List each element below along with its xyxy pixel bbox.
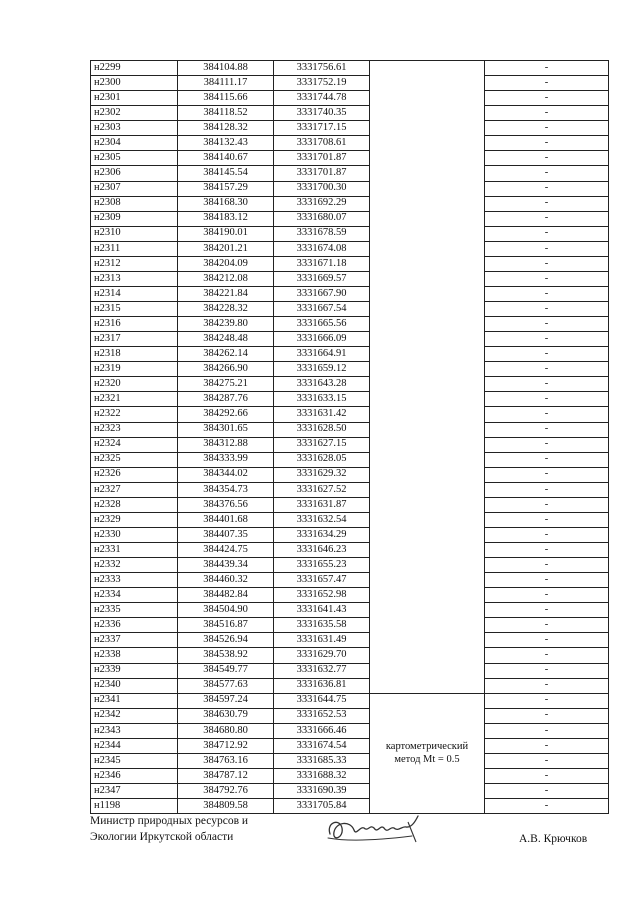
point-id-cell: н2300 [91, 76, 178, 91]
y-coordinate-cell: 3331657.47 [274, 573, 370, 588]
y-coordinate-cell: 3331659.12 [274, 362, 370, 377]
y-coordinate-cell: 3331641.43 [274, 603, 370, 618]
y-coordinate-cell: 3331627.15 [274, 437, 370, 452]
x-coordinate-cell: 384221.84 [178, 286, 274, 301]
y-coordinate-cell: 3331692.29 [274, 196, 370, 211]
note-cell: - [485, 181, 609, 196]
x-coordinate-cell: 384266.90 [178, 362, 274, 377]
note-cell: - [485, 784, 609, 799]
table-row [91, 362, 609, 377]
note-cell: - [485, 663, 609, 678]
note-cell: - [485, 347, 609, 362]
note-cell: - [485, 91, 609, 106]
table-row [91, 693, 609, 708]
note-cell: - [485, 166, 609, 181]
y-coordinate-cell: 3331674.08 [274, 241, 370, 256]
note-cell: - [485, 317, 609, 332]
y-coordinate-cell: 3331680.07 [274, 211, 370, 226]
table-row [91, 347, 609, 362]
y-coordinate-cell: 3331701.87 [274, 166, 370, 181]
table-row [91, 452, 609, 467]
table-row [91, 497, 609, 512]
table-row [91, 437, 609, 452]
table-row [91, 136, 609, 151]
point-id-cell: н2342 [91, 708, 178, 723]
x-coordinate-cell: 384212.08 [178, 271, 274, 286]
note-cell: - [485, 226, 609, 241]
point-id-cell: н2325 [91, 452, 178, 467]
y-coordinate-cell: 3331634.29 [274, 527, 370, 542]
y-coordinate-cell: 3331667.54 [274, 302, 370, 317]
note-cell: - [485, 618, 609, 633]
x-coordinate-cell: 384482.84 [178, 588, 274, 603]
table-row [91, 392, 609, 407]
y-coordinate-cell: 3331631.87 [274, 497, 370, 512]
y-coordinate-cell: 3331678.59 [274, 226, 370, 241]
point-id-cell: н2303 [91, 121, 178, 136]
y-coordinate-cell: 3331669.57 [274, 271, 370, 286]
x-coordinate-cell: 384301.65 [178, 422, 274, 437]
x-coordinate-cell: 384140.67 [178, 151, 274, 166]
note-cell: - [485, 392, 609, 407]
y-coordinate-cell: 3331652.53 [274, 708, 370, 723]
note-cell: - [485, 482, 609, 497]
y-coordinate-cell: 3331671.18 [274, 256, 370, 271]
x-coordinate-cell: 384787.12 [178, 768, 274, 783]
note-cell: - [485, 633, 609, 648]
note-cell: - [485, 799, 609, 814]
table-row [91, 211, 609, 226]
note-cell: - [485, 452, 609, 467]
point-id-cell: н2339 [91, 663, 178, 678]
table-row [91, 106, 609, 121]
note-cell: - [485, 467, 609, 482]
x-coordinate-cell: 384145.54 [178, 166, 274, 181]
y-coordinate-cell: 3331701.87 [274, 151, 370, 166]
note-cell: - [485, 723, 609, 738]
table-row [91, 784, 609, 799]
note-cell: - [485, 437, 609, 452]
point-id-cell: н2305 [91, 151, 178, 166]
point-id-cell: н2321 [91, 392, 178, 407]
x-coordinate-cell: 384424.75 [178, 543, 274, 558]
point-id-cell: н2306 [91, 166, 178, 181]
point-id-cell: н2334 [91, 588, 178, 603]
x-coordinate-cell: 384630.79 [178, 708, 274, 723]
x-coordinate-cell: 384132.43 [178, 136, 274, 151]
table-row [91, 753, 609, 768]
point-id-cell: н2338 [91, 648, 178, 663]
x-coordinate-cell: 384538.92 [178, 648, 274, 663]
point-id-cell: н1198 [91, 799, 178, 814]
point-id-cell: н2340 [91, 678, 178, 693]
x-coordinate-cell: 384275.21 [178, 377, 274, 392]
point-id-cell: н2341 [91, 693, 178, 708]
y-coordinate-cell: 3331628.05 [274, 452, 370, 467]
x-coordinate-cell: 384183.12 [178, 211, 274, 226]
note-cell: - [485, 362, 609, 377]
y-coordinate-cell: 3331667.90 [274, 286, 370, 301]
table-row [91, 407, 609, 422]
note-cell: - [485, 106, 609, 121]
method-cell-empty [370, 61, 485, 694]
table-row [91, 603, 609, 618]
point-id-cell: н2347 [91, 784, 178, 799]
y-coordinate-cell: 3331632.54 [274, 512, 370, 527]
x-coordinate-cell: 384792.76 [178, 784, 274, 799]
table-row [91, 768, 609, 783]
table-row [91, 663, 609, 678]
point-id-cell: н2310 [91, 226, 178, 241]
y-coordinate-cell: 3331631.42 [274, 407, 370, 422]
table-row [91, 648, 609, 663]
x-coordinate-cell: 384549.77 [178, 663, 274, 678]
point-id-cell: н2299 [91, 61, 178, 76]
point-id-cell: н2319 [91, 362, 178, 377]
table-row [91, 588, 609, 603]
note-cell: - [485, 271, 609, 286]
x-coordinate-cell: 384680.80 [178, 723, 274, 738]
method-accuracy: метод Mt = 0.5 [394, 754, 460, 766]
note-cell: - [485, 407, 609, 422]
point-id-cell: н2328 [91, 497, 178, 512]
x-coordinate-cell: 384577.63 [178, 678, 274, 693]
y-coordinate-cell: 3331635.58 [274, 618, 370, 633]
y-coordinate-cell: 3331685.33 [274, 753, 370, 768]
note-cell: - [485, 558, 609, 573]
y-coordinate-cell: 3331740.35 [274, 106, 370, 121]
point-id-cell: н2337 [91, 633, 178, 648]
note-cell: - [485, 256, 609, 271]
point-id-cell: н2335 [91, 603, 178, 618]
y-coordinate-cell: 3331646.23 [274, 543, 370, 558]
x-coordinate-cell: 384504.90 [178, 603, 274, 618]
x-coordinate-cell: 384118.52 [178, 106, 274, 121]
table-row [91, 633, 609, 648]
note-cell: - [485, 76, 609, 91]
y-coordinate-cell: 3331708.61 [274, 136, 370, 151]
y-coordinate-cell: 3331643.28 [274, 377, 370, 392]
point-id-cell: н2333 [91, 573, 178, 588]
table-row [91, 422, 609, 437]
y-coordinate-cell: 3331629.70 [274, 648, 370, 663]
note-cell: - [485, 768, 609, 783]
table-row [91, 482, 609, 497]
table-row [91, 467, 609, 482]
signatory-position-line2: Экологии Иркутской области [90, 830, 234, 843]
table-row [91, 678, 609, 693]
table-row [91, 543, 609, 558]
y-coordinate-cell: 3331752.19 [274, 76, 370, 91]
point-id-cell: н2332 [91, 558, 178, 573]
handwritten-signature [320, 812, 430, 857]
y-coordinate-cell: 3331700.30 [274, 181, 370, 196]
x-coordinate-cell: 384287.76 [178, 392, 274, 407]
x-coordinate-cell: 384128.32 [178, 121, 274, 136]
y-coordinate-cell: 3331666.46 [274, 723, 370, 738]
table-row [91, 512, 609, 527]
y-coordinate-cell: 3331674.54 [274, 738, 370, 753]
x-coordinate-cell: 384168.30 [178, 196, 274, 211]
point-id-cell: н2313 [91, 271, 178, 286]
x-coordinate-cell: 384763.16 [178, 753, 274, 768]
y-coordinate-cell: 3331628.50 [274, 422, 370, 437]
method-name: картометрический [385, 741, 469, 753]
point-id-cell: н2301 [91, 91, 178, 106]
table-row [91, 61, 609, 76]
table-row [91, 121, 609, 136]
note-cell: - [485, 497, 609, 512]
table-row [91, 166, 609, 181]
note-cell: - [485, 753, 609, 768]
point-id-cell: н2308 [91, 196, 178, 211]
table-row [91, 738, 609, 753]
x-coordinate-cell: 384526.94 [178, 633, 274, 648]
x-coordinate-cell: 384239.80 [178, 317, 274, 332]
point-id-cell: н2312 [91, 256, 178, 271]
y-coordinate-cell: 3331705.84 [274, 799, 370, 814]
point-id-cell: н2344 [91, 738, 178, 753]
point-id-cell: н2317 [91, 332, 178, 347]
point-id-cell: н2323 [91, 422, 178, 437]
y-coordinate-cell: 3331632.77 [274, 663, 370, 678]
table-row [91, 302, 609, 317]
x-coordinate-cell: 384262.14 [178, 347, 274, 362]
note-cell: - [485, 738, 609, 753]
note-cell: - [485, 527, 609, 542]
table-row [91, 91, 609, 106]
x-coordinate-cell: 384333.99 [178, 452, 274, 467]
y-coordinate-cell: 3331690.39 [274, 784, 370, 799]
table-row [91, 76, 609, 91]
table-row [91, 377, 609, 392]
note-cell: - [485, 588, 609, 603]
x-coordinate-cell: 384157.29 [178, 181, 274, 196]
x-coordinate-cell: 384312.88 [178, 437, 274, 452]
x-coordinate-cell: 384460.32 [178, 573, 274, 588]
table-row [91, 527, 609, 542]
point-id-cell: н2320 [91, 377, 178, 392]
x-coordinate-cell: 384344.02 [178, 467, 274, 482]
point-id-cell: н2302 [91, 106, 178, 121]
y-coordinate-cell: 3331644.75 [274, 693, 370, 708]
note-cell: - [485, 678, 609, 693]
table-row [91, 271, 609, 286]
x-coordinate-cell: 384354.73 [178, 482, 274, 497]
table-row [91, 256, 609, 271]
point-id-cell: н2304 [91, 136, 178, 151]
x-coordinate-cell: 384204.09 [178, 256, 274, 271]
point-id-cell: н2330 [91, 527, 178, 542]
signatory-name: А.В. Крючков [519, 833, 588, 845]
note-cell: - [485, 693, 609, 708]
point-id-cell: н2307 [91, 181, 178, 196]
point-id-cell: н2336 [91, 618, 178, 633]
y-coordinate-cell: 3331744.78 [274, 91, 370, 106]
y-coordinate-cell: 3331664.91 [274, 347, 370, 362]
table-row [91, 226, 609, 241]
table-row [91, 196, 609, 211]
x-coordinate-cell: 384439.34 [178, 558, 274, 573]
table-row [91, 286, 609, 301]
y-coordinate-cell: 3331627.52 [274, 482, 370, 497]
signatory-position [90, 814, 248, 845]
x-coordinate-cell: 384228.32 [178, 302, 274, 317]
point-id-cell: н2311 [91, 241, 178, 256]
note-cell: - [485, 603, 609, 618]
note-cell: - [485, 648, 609, 663]
point-id-cell: н2331 [91, 543, 178, 558]
y-coordinate-cell: 3331655.23 [274, 558, 370, 573]
table-row [91, 181, 609, 196]
x-coordinate-cell: 384292.66 [178, 407, 274, 422]
note-cell: - [485, 332, 609, 347]
note-cell: - [485, 377, 609, 392]
note-cell: - [485, 512, 609, 527]
x-coordinate-cell: 384190.01 [178, 226, 274, 241]
table-row [91, 573, 609, 588]
point-id-cell: н2322 [91, 407, 178, 422]
x-coordinate-cell: 384201.21 [178, 241, 274, 256]
x-coordinate-cell: 384809.58 [178, 799, 274, 814]
point-id-cell: н2345 [91, 753, 178, 768]
y-coordinate-cell: 3331665.56 [274, 317, 370, 332]
table-row [91, 151, 609, 166]
table-row [91, 708, 609, 723]
note-cell: - [485, 136, 609, 151]
point-id-cell: н2324 [91, 437, 178, 452]
y-coordinate-cell: 3331631.49 [274, 633, 370, 648]
note-cell: - [485, 573, 609, 588]
x-coordinate-cell: 384376.56 [178, 497, 274, 512]
y-coordinate-cell: 3331652.98 [274, 588, 370, 603]
y-coordinate-cell: 3331688.32 [274, 768, 370, 783]
table-row [91, 332, 609, 347]
table-row [91, 723, 609, 738]
point-id-cell: н2327 [91, 482, 178, 497]
table-row [91, 558, 609, 573]
x-coordinate-cell: 384712.92 [178, 738, 274, 753]
point-id-cell: н2315 [91, 302, 178, 317]
point-id-cell: н2343 [91, 723, 178, 738]
point-id-cell: н2316 [91, 317, 178, 332]
note-cell: - [485, 121, 609, 136]
note-cell: - [485, 196, 609, 211]
point-id-cell: н2318 [91, 347, 178, 362]
note-cell: - [485, 302, 609, 317]
y-coordinate-cell: 3331629.32 [274, 467, 370, 482]
note-cell: - [485, 61, 609, 76]
coordinates-table [90, 60, 609, 814]
y-coordinate-cell: 3331717.15 [274, 121, 370, 136]
note-cell: - [485, 708, 609, 723]
note-cell: - [485, 286, 609, 301]
method-cell [370, 693, 485, 814]
note-cell: - [485, 211, 609, 226]
point-id-cell: н2314 [91, 286, 178, 301]
point-id-cell: н2329 [91, 512, 178, 527]
note-cell: - [485, 422, 609, 437]
table-row [91, 317, 609, 332]
table-row [91, 618, 609, 633]
signatory-position-line1: Министр природных ресурсов и [90, 815, 249, 827]
x-coordinate-cell: 384407.35 [178, 527, 274, 542]
note-cell: - [485, 151, 609, 166]
table-row [91, 241, 609, 256]
x-coordinate-cell: 384104.88 [178, 61, 274, 76]
y-coordinate-cell: 3331666.09 [274, 332, 370, 347]
x-coordinate-cell: 384115.66 [178, 91, 274, 106]
y-coordinate-cell: 3331756.61 [274, 61, 370, 76]
x-coordinate-cell: 384248.48 [178, 332, 274, 347]
note-cell: - [485, 543, 609, 558]
x-coordinate-cell: 384111.17 [178, 76, 274, 91]
point-id-cell: н2326 [91, 467, 178, 482]
note-cell: - [485, 241, 609, 256]
x-coordinate-cell: 384516.87 [178, 618, 274, 633]
x-coordinate-cell: 384401.68 [178, 512, 274, 527]
y-coordinate-cell: 3331633.15 [274, 392, 370, 407]
x-coordinate-cell: 384597.24 [178, 693, 274, 708]
point-id-cell: н2309 [91, 211, 178, 226]
y-coordinate-cell: 3331636.81 [274, 678, 370, 693]
point-id-cell: н2346 [91, 768, 178, 783]
